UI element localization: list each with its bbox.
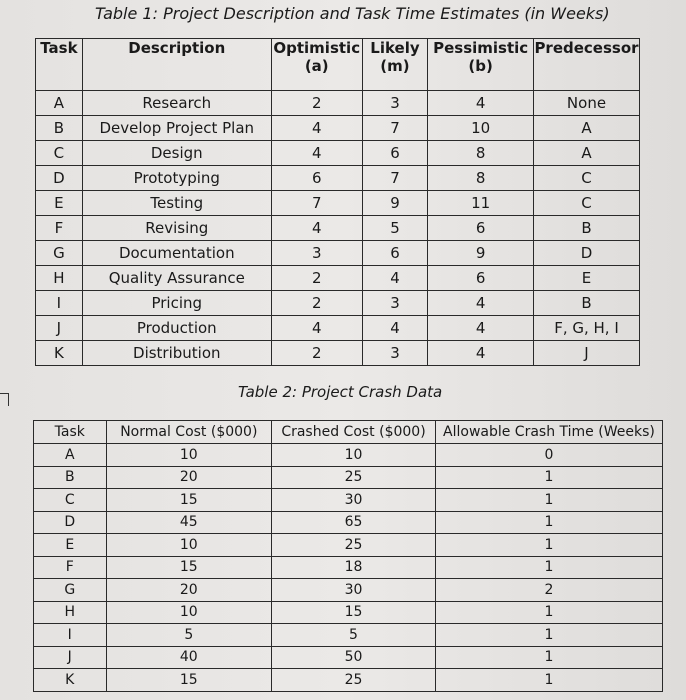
- cell-task: K: [34, 669, 107, 692]
- cell-task: K: [36, 341, 83, 366]
- cell-optimistic: 3: [271, 241, 362, 266]
- cell-crashed-cost: 10: [272, 444, 436, 467]
- cell-crashed-cost: 18: [272, 556, 436, 579]
- table-row: [36, 341, 640, 366]
- cell-description: Revising: [82, 216, 271, 241]
- header-crashed-cost: Crashed Cost ($000): [272, 421, 436, 444]
- cell-crashed-cost: 30: [272, 579, 436, 602]
- table-row: [34, 624, 663, 647]
- cell-optimistic: 4: [271, 141, 362, 166]
- cell-likely: 6: [362, 241, 428, 266]
- cell-predecessor: F, G, H, I: [534, 316, 640, 341]
- cell-crashed-cost: 5: [272, 624, 436, 647]
- cell-allowable-crash-time: 1: [435, 511, 662, 534]
- table-row: [34, 444, 663, 467]
- cell-pessimistic: 9: [428, 241, 534, 266]
- cell-normal-cost: 15: [106, 489, 272, 512]
- cell-description: Develop Project Plan: [82, 116, 271, 141]
- header-likely: Likely (m): [362, 39, 428, 91]
- cell-optimistic: 7: [271, 191, 362, 216]
- cell-allowable-crash-time: 2: [435, 579, 662, 602]
- cell-normal-cost: 15: [106, 556, 272, 579]
- table1-title: Table 1: Project Description and Task Time Estimates (in Weeks): [95, 4, 610, 23]
- cell-description: Pricing: [82, 291, 271, 316]
- cell-task: J: [36, 316, 83, 341]
- cell-task: E: [34, 534, 107, 557]
- cell-description: Prototyping: [82, 166, 271, 191]
- cell-optimistic: 4: [271, 216, 362, 241]
- cell-task: H: [34, 601, 107, 624]
- cell-predecessor: B: [534, 216, 640, 241]
- cell-predecessor: B: [534, 291, 640, 316]
- cell-likely: 3: [362, 341, 428, 366]
- table-row: [34, 511, 663, 534]
- cell-task: H: [36, 266, 83, 291]
- cell-description: Documentation: [82, 241, 271, 266]
- cell-optimistic: 4: [271, 316, 362, 341]
- cell-normal-cost: 5: [106, 624, 272, 647]
- header-pessimistic: Pessimistic (b): [428, 39, 534, 91]
- cell-predecessor: J: [534, 341, 640, 366]
- cell-task: I: [34, 624, 107, 647]
- cell-normal-cost: 20: [106, 466, 272, 489]
- table-row: [36, 216, 640, 241]
- table-row: [34, 579, 663, 602]
- cell-normal-cost: 10: [106, 534, 272, 557]
- header-allowable-crash-time: Allowable Crash Time (Weeks): [435, 421, 662, 444]
- header-task: Task: [36, 39, 83, 91]
- table-row: [36, 141, 640, 166]
- cell-allowable-crash-time: 1: [435, 489, 662, 512]
- cell-pessimistic: 8: [428, 166, 534, 191]
- table2-title: Table 2: Project Crash Data: [238, 383, 443, 401]
- cell-task: G: [36, 241, 83, 266]
- cell-normal-cost: 10: [106, 601, 272, 624]
- table-row: [36, 241, 640, 266]
- cell-normal-cost: 15: [106, 669, 272, 692]
- cell-normal-cost: 10: [106, 444, 272, 467]
- header-task: Task: [34, 421, 107, 444]
- cell-normal-cost: 40: [106, 646, 272, 669]
- cell-predecessor: E: [534, 266, 640, 291]
- cell-crashed-cost: 25: [272, 669, 436, 692]
- cell-pessimistic: 6: [428, 216, 534, 241]
- cell-likely: 9: [362, 191, 428, 216]
- cell-allowable-crash-time: 1: [435, 669, 662, 692]
- cell-optimistic: 2: [271, 91, 362, 116]
- cell-task: A: [36, 91, 83, 116]
- header-description: Description: [82, 39, 271, 91]
- cell-crashed-cost: 25: [272, 466, 436, 489]
- cell-task: F: [36, 216, 83, 241]
- crash-data-table: [33, 420, 663, 692]
- cell-pessimistic: 6: [428, 266, 534, 291]
- cell-allowable-crash-time: 1: [435, 466, 662, 489]
- cell-predecessor: C: [534, 166, 640, 191]
- cell-pessimistic: 4: [428, 91, 534, 116]
- header-pessimistic-sub: (b): [468, 57, 493, 75]
- cell-allowable-crash-time: 1: [435, 646, 662, 669]
- cell-task: D: [34, 511, 107, 534]
- cell-task: A: [34, 444, 107, 467]
- cell-description: Research: [82, 91, 271, 116]
- table-row: [36, 116, 640, 141]
- cell-allowable-crash-time: 0: [435, 444, 662, 467]
- table1-body: [36, 91, 640, 366]
- cell-pessimistic: 8: [428, 141, 534, 166]
- table-row: [34, 601, 663, 624]
- cell-description: Distribution: [82, 341, 271, 366]
- table-row: [34, 489, 663, 512]
- cell-pessimistic: 4: [428, 341, 534, 366]
- cell-predecessor: A: [534, 116, 640, 141]
- cell-likely: 6: [362, 141, 428, 166]
- cell-normal-cost: 20: [106, 579, 272, 602]
- cell-optimistic: 2: [271, 341, 362, 366]
- task-estimates-table: [35, 38, 640, 366]
- cell-task: J: [34, 646, 107, 669]
- table-row: [36, 316, 640, 341]
- cell-task: D: [36, 166, 83, 191]
- cell-task: C: [36, 141, 83, 166]
- cell-allowable-crash-time: 1: [435, 601, 662, 624]
- cell-crashed-cost: 15: [272, 601, 436, 624]
- header-predecessor: Predecessor: [534, 39, 640, 91]
- cell-pessimistic: 10: [428, 116, 534, 141]
- cell-likely: 3: [362, 91, 428, 116]
- table-row: [34, 556, 663, 579]
- cell-task: C: [34, 489, 107, 512]
- cell-crashed-cost: 50: [272, 646, 436, 669]
- table-row: [36, 91, 640, 116]
- cell-predecessor: None: [534, 91, 640, 116]
- table1-header-row: [36, 39, 640, 91]
- cell-likely: 3: [362, 291, 428, 316]
- cell-task: I: [36, 291, 83, 316]
- table2-body: [34, 444, 663, 692]
- cell-description: Production: [82, 316, 271, 341]
- cell-crashed-cost: 65: [272, 511, 436, 534]
- table-row: [36, 291, 640, 316]
- cell-pessimistic: 4: [428, 316, 534, 341]
- table-row: [34, 466, 663, 489]
- table-row: [36, 266, 640, 291]
- cell-task: G: [34, 579, 107, 602]
- edge-mark: [0, 393, 9, 406]
- cell-pessimistic: 11: [428, 191, 534, 216]
- cell-task: F: [34, 556, 107, 579]
- cell-optimistic: 4: [271, 116, 362, 141]
- cell-task: E: [36, 191, 83, 216]
- cell-allowable-crash-time: 1: [435, 624, 662, 647]
- cell-crashed-cost: 25: [272, 534, 436, 557]
- table-row: [36, 166, 640, 191]
- cell-task: B: [34, 466, 107, 489]
- cell-description: Quality Assurance: [82, 266, 271, 291]
- cell-likely: 7: [362, 166, 428, 191]
- cell-likely: 5: [362, 216, 428, 241]
- cell-crashed-cost: 30: [272, 489, 436, 512]
- cell-normal-cost: 45: [106, 511, 272, 534]
- cell-pessimistic: 4: [428, 291, 534, 316]
- cell-task: B: [36, 116, 83, 141]
- cell-predecessor: A: [534, 141, 640, 166]
- cell-description: Design: [82, 141, 271, 166]
- cell-optimistic: 6: [271, 166, 362, 191]
- cell-predecessor: D: [534, 241, 640, 266]
- table2-header-row: [34, 421, 663, 444]
- cell-optimistic: 2: [271, 266, 362, 291]
- header-normal-cost: Normal Cost ($000): [106, 421, 272, 444]
- cell-likely: 7: [362, 116, 428, 141]
- cell-likely: 4: [362, 316, 428, 341]
- cell-optimistic: 2: [271, 291, 362, 316]
- table-row: [34, 646, 663, 669]
- cell-description: Testing: [82, 191, 271, 216]
- table-row: [34, 534, 663, 557]
- cell-predecessor: C: [534, 191, 640, 216]
- cell-allowable-crash-time: 1: [435, 556, 662, 579]
- table-row: [36, 191, 640, 216]
- header-likely-sub: (m): [380, 57, 410, 75]
- cell-allowable-crash-time: 1: [435, 534, 662, 557]
- table-row: [34, 669, 663, 692]
- header-optimistic-sub: (a): [304, 57, 329, 75]
- header-optimistic: Optimistic (a): [271, 39, 362, 91]
- cell-likely: 4: [362, 266, 428, 291]
